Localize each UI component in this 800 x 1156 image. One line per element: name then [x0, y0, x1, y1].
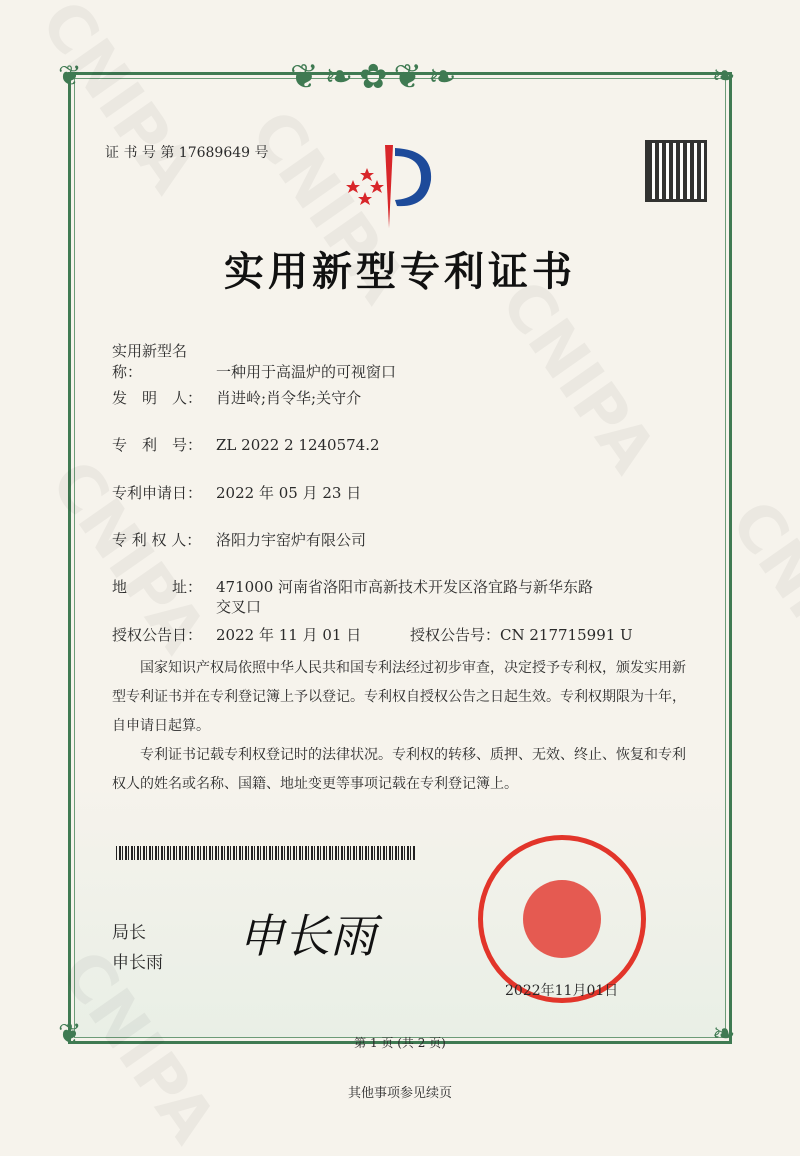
corner-ornament-icon: ❧ [712, 1017, 736, 1050]
certificate-title: 实用新型专利证书 [224, 248, 576, 295]
corner-ornament-icon: ❦ [58, 59, 82, 92]
seal-date: 2022年11月01日 [505, 983, 619, 999]
director-name: 申长雨 [112, 953, 163, 973]
field-address: 地 址： 471000 河南省洛阳市高新技术开发区洛宜路与新华东路 [112, 578, 594, 596]
field-grant-number: 授权公告号：CN 217715991 U [410, 626, 633, 644]
cnipa-logo-icon [345, 140, 435, 230]
barcode-icon [116, 846, 416, 860]
continued-note: 其他事项参见续页 [347, 1086, 452, 1101]
field-patentee: 专 利 权 人： 洛阳力宇窑炉有限公司 [112, 531, 367, 549]
top-ornament-icon: ❦❧✿❦❧ [290, 57, 463, 97]
page-number: 第 1 页 (共 2 页) [354, 1036, 446, 1050]
field-address-line2: 交叉口 [216, 598, 262, 616]
field-patent-number: 专 利 号： ZL 2022 2 1240574.2 [112, 436, 380, 454]
field-utility-model-name: 实用新型名称： 一种用于高温炉的可视窗口 [112, 342, 397, 381]
corner-ornament-icon: ❦ [58, 1017, 82, 1050]
director-signature: 申长雨 [238, 909, 376, 963]
corner-ornament-icon: ❧ [712, 59, 736, 92]
official-seal [478, 835, 646, 1003]
national-emblem-icon [523, 880, 601, 958]
field-grant-date: 授权公告日： 2022 年 11 月 01 日 [112, 626, 362, 644]
statement-paragraph: 国家知识产权局依照中华人民共和国专利法经过初步审查，决定授予专利权，颁发实用新型专利证书并在专利登记簿上予以登记。专利权自授权公告之日起生效。专利权期限为十年，自申请日起算。 [112, 660, 686, 734]
field-inventors: 发 明 人： 肖进岭;肖令华;关守介 [112, 389, 362, 407]
qr-code-icon [645, 140, 707, 202]
statement-paragraph: 专利证书记载专利权登记时的法律状况。专利权的转移、质押、无效、终止、恢复和专利权人的姓名或名称、国籍、地址变更等事项记载在专利登记簿上。 [112, 747, 686, 792]
field-application-date: 专利申请日： 2022 年 05 月 23 日 [112, 484, 362, 502]
director-title: 局长 [112, 923, 146, 943]
certificate-number: 证 书 号 第 17689649 号 [105, 145, 269, 161]
